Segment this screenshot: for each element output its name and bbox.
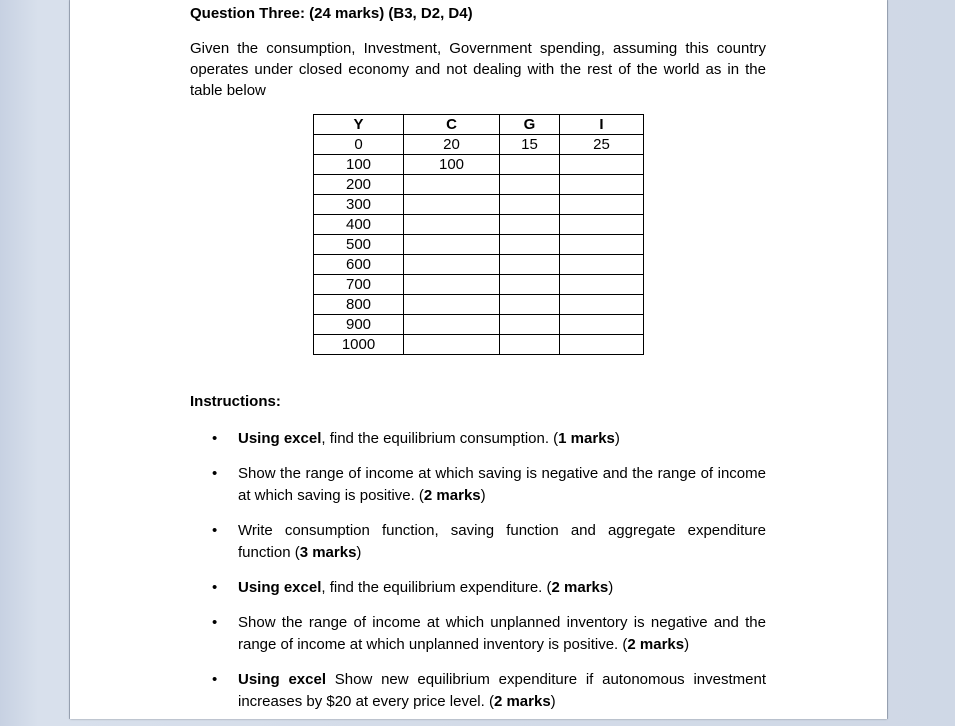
header-y: Y — [314, 115, 404, 135]
list-item — [190, 428, 766, 450]
cell-c — [404, 315, 500, 335]
cell-c — [404, 215, 500, 235]
item-text: , find the equilibrium expenditure. ( — [321, 579, 552, 596]
cell-y: 900 — [314, 315, 404, 335]
cell-g — [500, 335, 560, 355]
table-row — [314, 255, 644, 275]
cell-i — [560, 295, 644, 315]
item-text: , find the equilibrium consumption. ( — [321, 430, 559, 447]
item-close: ) — [614, 430, 620, 447]
item-text: Show the range of income at which saving is negative and the range of income at which saving is positive. ( — [238, 465, 766, 504]
cell-g: 15 — [500, 135, 560, 155]
item-bold-lead: Using excel — [238, 579, 322, 596]
item-text: Write consumption function, saving function and aggregate expenditure function ( — [238, 522, 766, 561]
table-row — [314, 315, 644, 335]
cell-c — [404, 175, 500, 195]
table-row — [314, 235, 644, 255]
cell-g — [500, 315, 560, 335]
item-text: Show new equilibrium expenditure if autonomous investment increases by $20 at every price level. ( — [238, 671, 766, 710]
header-g: G — [500, 115, 560, 135]
question-intro: Given the consumption, Investment, Government spending, assuming this country operates under closed economy and not dealing with the rest of the world as in the table below — [190, 40, 766, 99]
item-close: ) — [356, 544, 362, 561]
table-header-row — [314, 115, 644, 135]
table-row — [314, 195, 644, 215]
list-item — [190, 463, 766, 507]
header-i: I — [560, 115, 644, 135]
cell-y: 800 — [314, 295, 404, 315]
cell-g — [500, 295, 560, 315]
item-bold-lead: Using excel — [238, 430, 322, 447]
cell-y: 200 — [314, 175, 404, 195]
cell-y: 500 — [314, 235, 404, 255]
cell-c — [404, 295, 500, 315]
list-item — [190, 669, 766, 713]
cell-i — [560, 215, 644, 235]
cell-i — [560, 235, 644, 255]
item-close: ) — [480, 487, 486, 504]
table-row — [314, 175, 644, 195]
instructions-title: Instructions: — [190, 393, 281, 410]
cell-c — [404, 335, 500, 355]
bullet-icon: • — [212, 671, 218, 688]
table-row — [314, 275, 644, 295]
table-row — [314, 335, 644, 355]
cell-g — [500, 235, 560, 255]
data-table — [313, 114, 644, 355]
cell-y: 600 — [314, 255, 404, 275]
item-close: ) — [608, 579, 614, 596]
cell-c — [404, 195, 500, 215]
list-item — [190, 577, 766, 599]
cell-y: 700 — [314, 275, 404, 295]
question-heading: Question Three: (24 marks) (B3, D2, D4) — [190, 5, 473, 22]
bullet-icon: • — [212, 522, 218, 539]
item-text: Show the range of income at which unplanned inventory is negative and the range of income at which unplanned inventory is positive. ( — [238, 614, 766, 653]
cell-c — [404, 275, 500, 295]
item-marks: 1 marks — [558, 430, 615, 447]
cell-c — [404, 255, 500, 275]
cell-g — [500, 275, 560, 295]
cell-y: 100 — [314, 155, 404, 175]
item-marks: 2 marks — [493, 693, 551, 710]
list-item — [190, 520, 766, 564]
cell-c — [404, 235, 500, 255]
cell-y: 300 — [314, 195, 404, 215]
cell-c: 20 — [404, 135, 500, 155]
cell-g — [500, 215, 560, 235]
cell-g — [500, 255, 560, 275]
cell-g — [500, 195, 560, 215]
cell-i — [560, 255, 644, 275]
cell-g — [500, 175, 560, 195]
cell-g — [500, 155, 560, 175]
cell-c: 100 — [404, 155, 500, 175]
table-row — [314, 155, 644, 175]
item-marks: 2 marks — [423, 487, 481, 504]
instructions-list — [190, 428, 766, 726]
bullet-icon: • — [212, 465, 218, 482]
header-c: C — [404, 115, 500, 135]
cell-y: 400 — [314, 215, 404, 235]
item-marks: 2 marks — [627, 636, 685, 653]
cell-y: 0 — [314, 135, 404, 155]
cell-i: 25 — [560, 135, 644, 155]
cell-i — [560, 175, 644, 195]
bullet-icon: • — [212, 579, 218, 596]
bullet-icon: • — [212, 430, 218, 447]
cell-i — [560, 315, 644, 335]
item-close: ) — [684, 636, 690, 653]
cell-i — [560, 195, 644, 215]
cell-i — [560, 275, 644, 295]
table-row — [314, 215, 644, 235]
item-marks: 3 marks — [299, 544, 357, 561]
item-bold-lead: Using excel — [238, 671, 326, 688]
list-item — [190, 612, 766, 656]
bullet-icon: • — [212, 614, 218, 631]
table-row — [314, 135, 644, 155]
cell-i — [560, 335, 644, 355]
document-page — [70, 0, 887, 719]
cell-y: 1000 — [314, 335, 404, 355]
table-row — [314, 295, 644, 315]
item-marks: 2 marks — [551, 579, 609, 596]
cell-i — [560, 155, 644, 175]
item-close: ) — [550, 693, 556, 710]
